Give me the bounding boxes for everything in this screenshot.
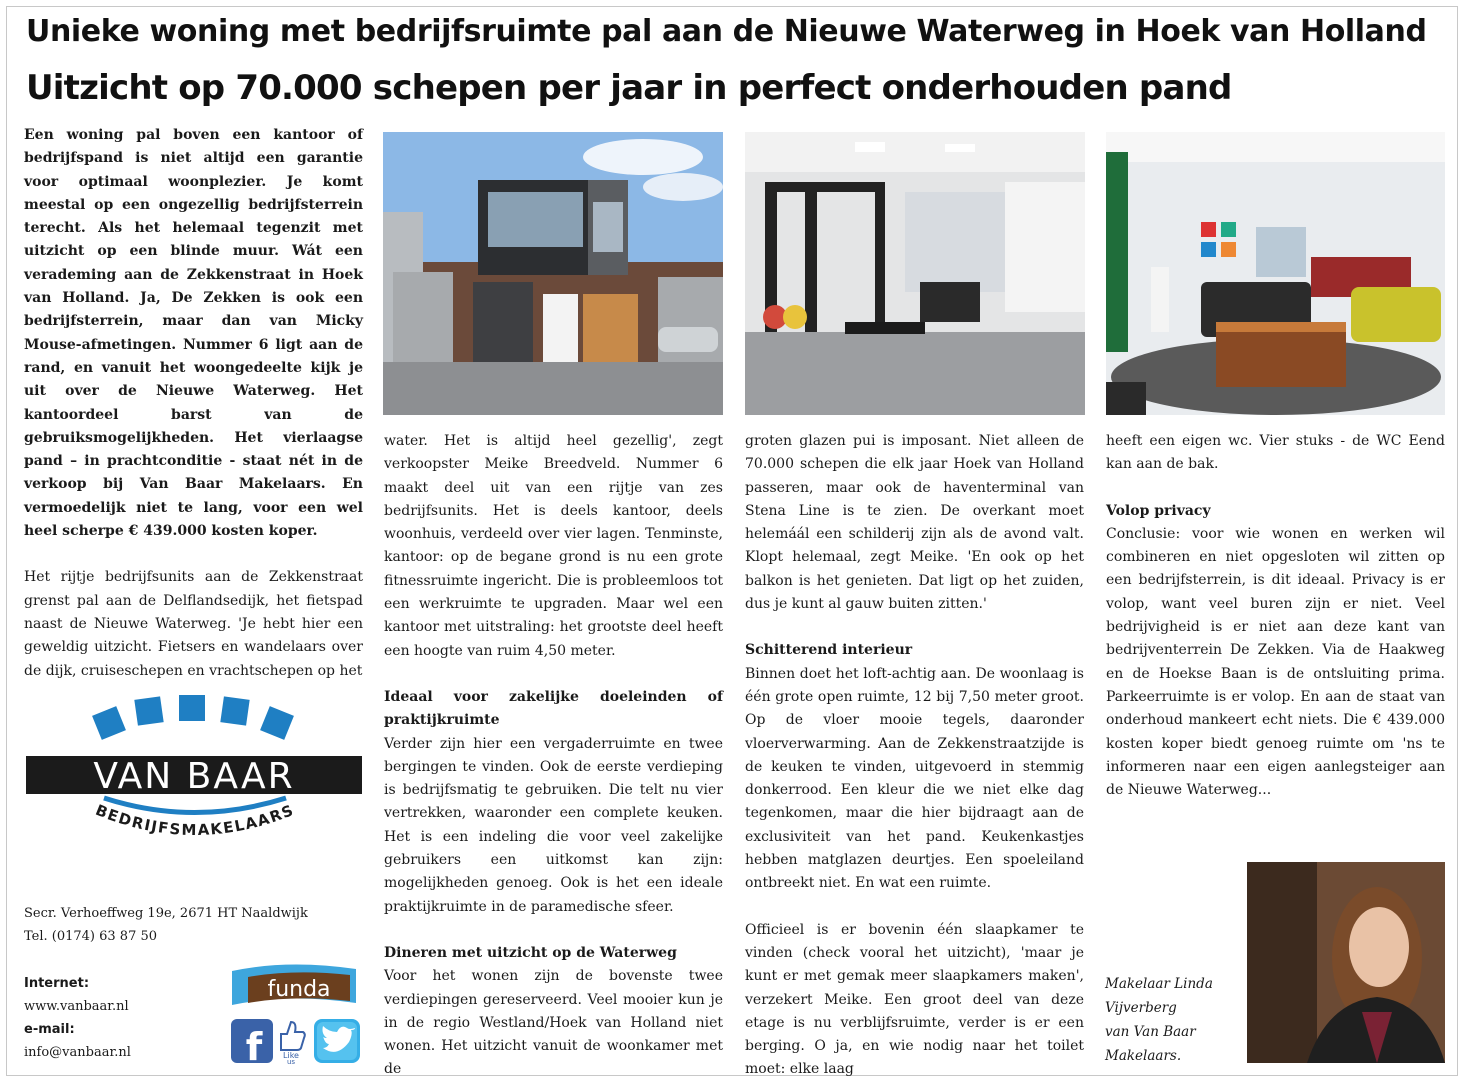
article-column-2 bbox=[384, 430, 723, 1082]
us-label: us bbox=[286, 1058, 296, 1064]
like-us-icon[interactable] bbox=[275, 1018, 307, 1064]
subheading: Dineren met uitzicht op de Waterweg bbox=[384, 944, 677, 961]
like-label: Like bbox=[283, 1051, 299, 1060]
article-column-3 bbox=[745, 430, 1084, 1082]
caption-line: Makelaars. bbox=[1105, 1048, 1182, 1064]
caption-line: Vijverberg bbox=[1105, 1000, 1177, 1016]
body-paragraph: Binnen doet het loft-achtig aan. De woonlaag is één grote open ruimte, 12 bij 7,50 meter groot. Op de vloer mooie tegels, daaronder vloerverwarming. Aan de Zekkenstraatzijde is de keuken te vinden, uitgevoerd in stemmig donkerrood. Een kleur die we niet elke dag tegenkomen, maar die hier bijdraagt aan de exclusiviteit van het pand. Keukenkastjes hebben matglazen deurtjes. Een spoeleiland ontbreekt niet. En wat een ruimte. bbox=[745, 665, 1084, 892]
logo-squares bbox=[92, 695, 294, 740]
body-paragraph: Voor het wonen zijn de bovenste twee verdiepingen gereserveerd. Veel mooier kun je in de regio Westland/Hoek van Holland niet wonen. Het uitzicht vanuit de woonkamer met de bbox=[384, 968, 723, 1078]
caption-line: van Van Baar bbox=[1105, 1024, 1196, 1040]
fitness-room-photo bbox=[745, 132, 1085, 415]
address: Secr. Verhoeffweg 19e, 2671 HT Naaldwijk bbox=[24, 906, 308, 921]
living-room-photo bbox=[1106, 132, 1445, 415]
body-paragraph: Het rijtje bedrijfsunits aan de Zekkenstraat grenst pal aan de Delflandsedijk, het fietspad naast de Nieuwe Waterweg. 'Je hebt hier een geweldig uitzicht. Fietsers en wandelaars over de dijk, cruiseschepen en vrachtschepen op het bbox=[24, 569, 363, 679]
article-column-4 bbox=[1106, 430, 1445, 802]
lead-paragraph: Een woning pal boven een kantoor of bedrijfspand is niet altijd een garantie voor optimaal woonplezier. Je komt meestal op een ongezellig bedrijfsterrein terecht. Als het helemaal tegenzit met uitzicht op een blinde muur. Wát een verademing aan de Zekkenstraat in Hoek van Holland. Ja, De Zekken is ook een bedrijfsterrein, maar dan van Micky Mouse-afmetingen. Nummer 6 ligt aan de rand, en vanuit het woongedeelte kijk je uit over de Nieuwe Waterweg. Het kantoordeel barst van de gebruiksmogelijkheden. Het vierlaagse pand – in prachtconditie - staat nét in de verkoop bij Van Baar Makelaars. En vermoedelijk niet te lang, voor een wel heel scherpe € 439.000 kosten koper. bbox=[24, 127, 363, 540]
internet-label: Internet: bbox=[24, 976, 90, 991]
body-paragraph: groten glazen pui is imposant. Niet alleen de 70.000 schepen die elk jaar Hoek van Holland passeren, maar ook de haventerminal van Stena Line is te zien. De overkant moet helemáál een schilderij zijn als de avond valt. Klopt helemaal, zegt Meike. 'En ook op het balkon is het genieten. Dat ligt op het zuiden, dus je kunt al gauw buiten zitten.' bbox=[745, 433, 1084, 613]
body-paragraph: Officieel is er bovenin één slaapkamer te vinden (check vooral het uitzicht), 'maar je kunt er met gemak meer slaapkamers maken', verzekert Meike. Een groot deel van deze etage is nu verblijfsruimte, verder is er een berging. O ja, en wie nodig naar het toilet moet: elke laag bbox=[745, 921, 1084, 1078]
body-paragraph: heeft een eigen wc. Vier stuks - de WC Eend kan aan de bak. bbox=[1106, 433, 1445, 473]
logo-tagline: BEDRIJFSMAKELAARS bbox=[92, 800, 297, 840]
telephone: Tel. (0174) 63 87 50 bbox=[24, 929, 158, 944]
van-baar-logo bbox=[24, 692, 364, 842]
twitter-icon[interactable] bbox=[313, 1018, 361, 1064]
subheading: Schitterend interieur bbox=[745, 642, 913, 659]
email-link[interactable]: info@vanbaar.nl bbox=[24, 1045, 131, 1060]
caption-line: Makelaar Linda bbox=[1105, 976, 1213, 992]
subheading: Ideaal voor zakelijke doeleinden of praktijkruimte bbox=[384, 688, 723, 729]
agent-portrait-photo bbox=[1247, 862, 1445, 1063]
article-column-1 bbox=[24, 124, 363, 683]
portrait-caption bbox=[1105, 972, 1213, 1068]
facebook-icon[interactable] bbox=[230, 1018, 274, 1064]
website-link[interactable]: www.vanbaar.nl bbox=[24, 999, 129, 1014]
contact-online bbox=[24, 972, 131, 1064]
svg-text:f: f bbox=[245, 1025, 263, 1064]
body-paragraph: Conclusie: voor wie wonen en werken wil combineren en niet opgesloten wil zitten op een bedrijfsterrein, is dit ideaal. Privacy is er volop, want veel buren zijn er niet. Veel bedrijvigheid is er niet aan deze kant van bedrijventerrein De Zekken. Via de Haakweg en de Hoekse Baan is de ontsluiting prima. Parkeerruimte is er volop. En aan de staat van onderhoud mankeert echt niets. Die € 439.000 kosten koper biedt genoeg ruimte om 'ns te informeren naar een eigen aanlegsteiger aan de Nieuwe Waterweg... bbox=[1106, 525, 1445, 799]
funda-icon[interactable] bbox=[228, 963, 362, 1009]
funda-label: funda bbox=[267, 977, 331, 1002]
contact-address bbox=[24, 902, 308, 948]
logo-name: VAN BAAR bbox=[93, 756, 295, 797]
body-paragraph: water. Het is altijd heel gezellig', zegt verkoopster Meike Breedveld. Nummer 6 maakt deel uit van een rijtje van zes bedrijfsunits. Het is deels kantoor, deels woonhuis, verdeeld over vier lagen. Tenminste, kantoor: op de begane grond is nu een grote fitnessruimte ingericht. Die is probleemloos tot een werkruimte te upgraden. Maar wel een kantoor met uitstraling: het grootste deel heeft een hoogte van ruim 4,50 meter. bbox=[384, 433, 723, 659]
svg-text:BEDRIJFSMAKELAARS bbox=[93, 801, 297, 839]
headline: Unieke woning met bedrijfsruimte pal aan de Nieuwe Waterweg in Hoek van Holland bbox=[26, 14, 1427, 49]
subheading: Volop privacy bbox=[1106, 502, 1211, 519]
body-paragraph: Verder zijn hier een vergaderruimte en twee bergingen te vinden. Ook de eerste verdieping is bedrijfsmatig te gebruiken. Die telt nu vier vertrekken, waaronder een complete keuken. Het is een indeling die voor veel zakelijke gebruikers een uitkomst kan zijn: mogelijkheden genoeg. Ook is het een ideale praktijkruimte in de paramedische sfeer. bbox=[384, 735, 723, 915]
subheadline: Uitzicht op 70.000 schepen per jaar in perfect onderhouden pand bbox=[26, 68, 1232, 108]
building-exterior-photo bbox=[383, 132, 723, 415]
email-label: e-mail: bbox=[24, 1022, 75, 1037]
